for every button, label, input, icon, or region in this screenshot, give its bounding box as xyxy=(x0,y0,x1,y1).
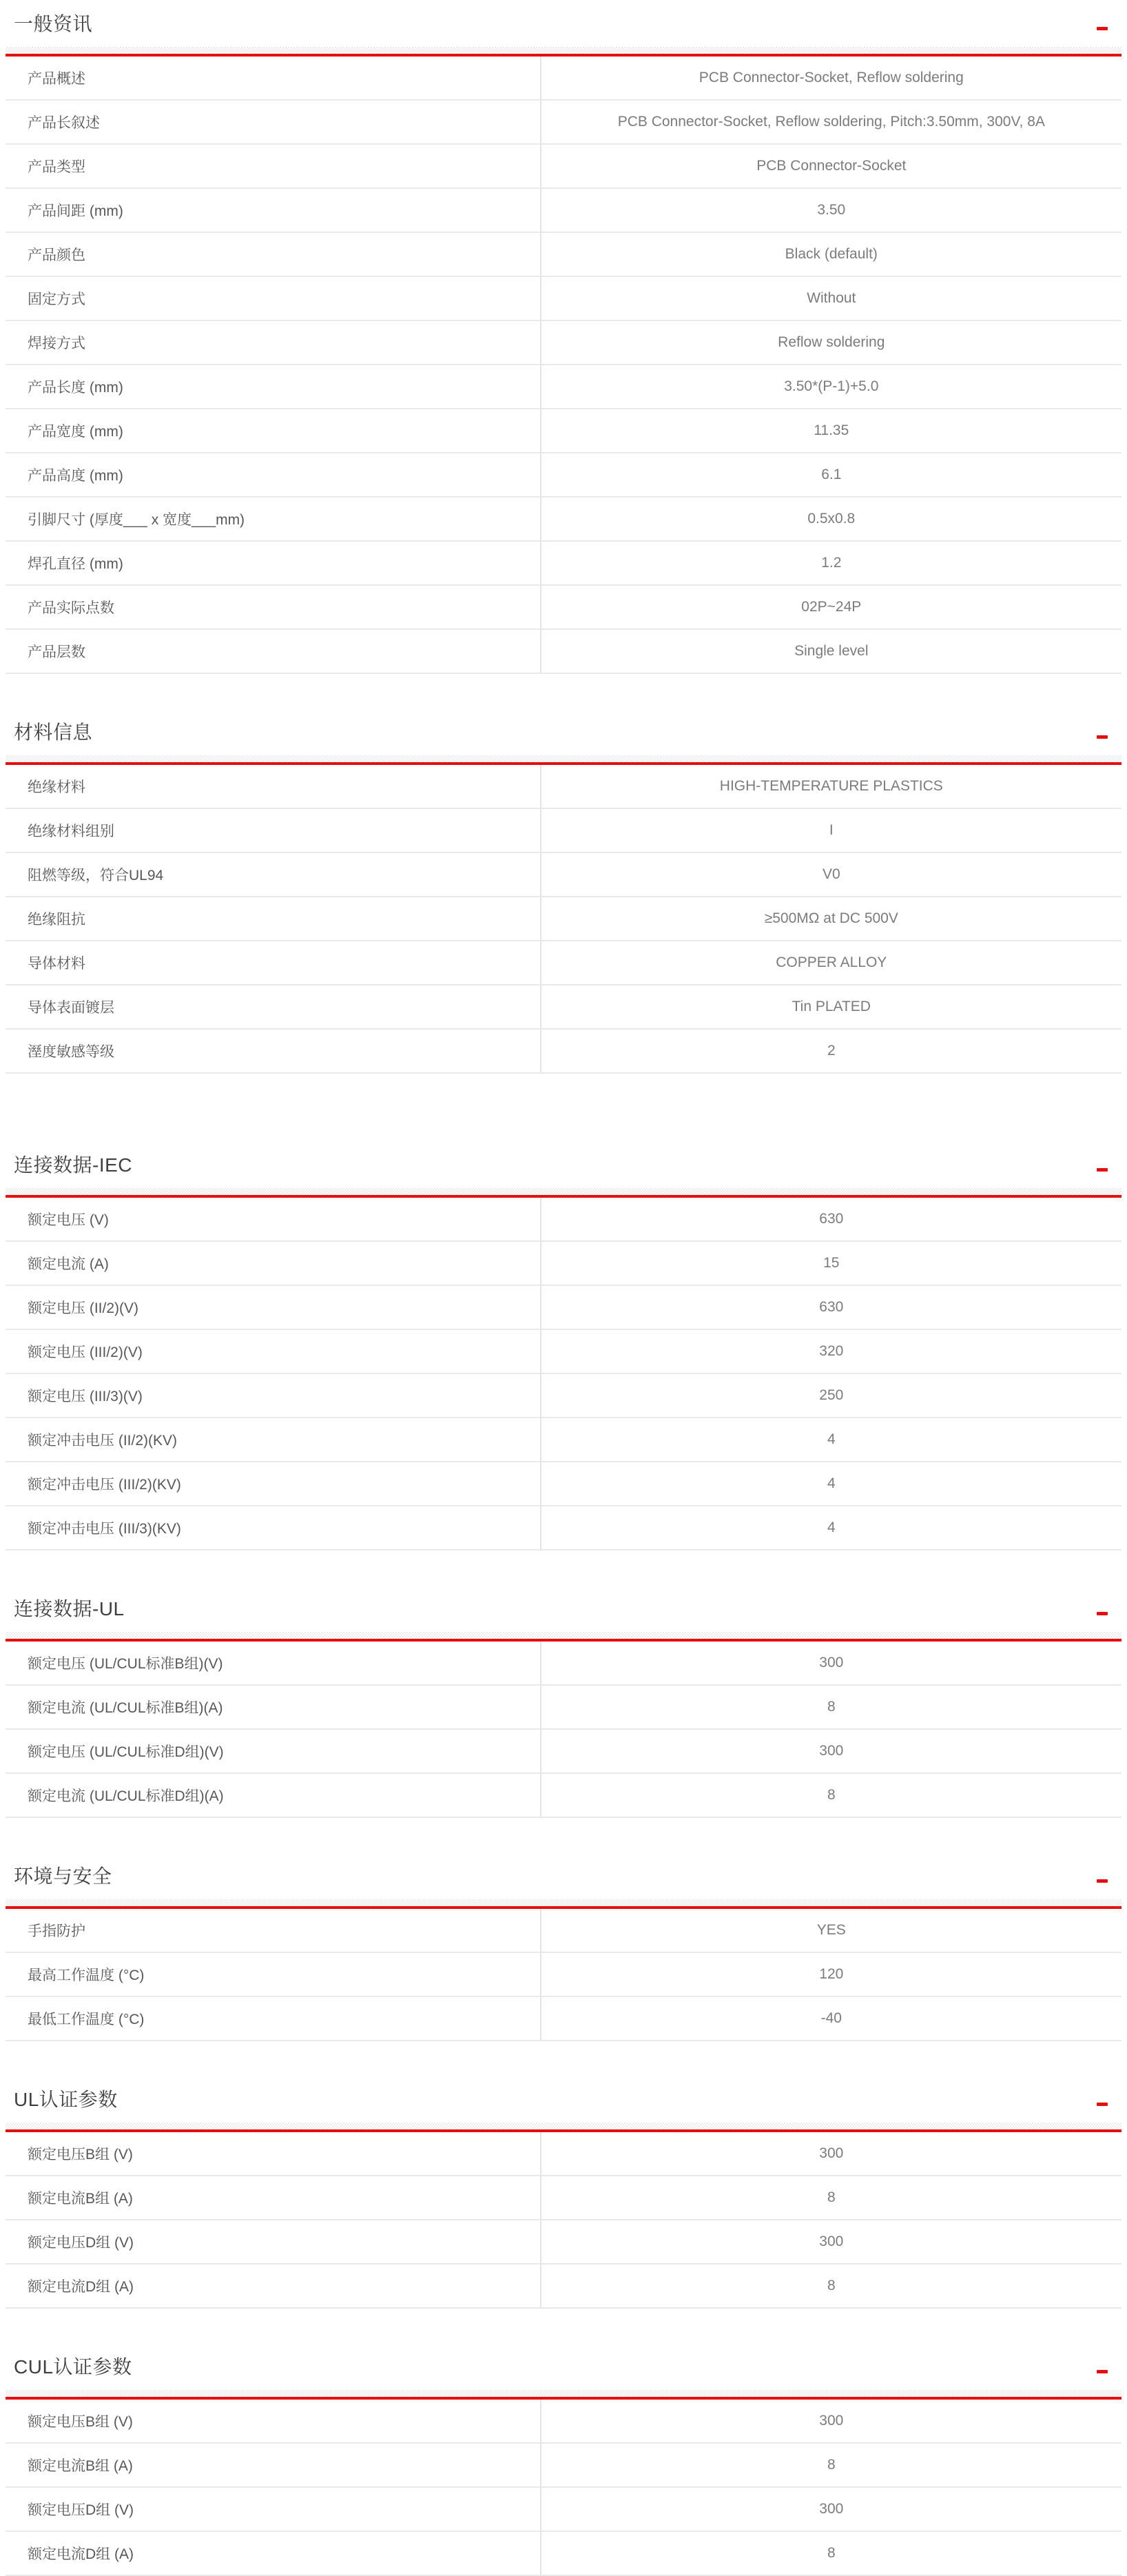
spec-table xyxy=(6,1198,1121,1551)
section-header xyxy=(6,718,1121,747)
collapse-minus-icon[interactable] xyxy=(1097,27,1108,30)
spec-label: 焊接方式 xyxy=(6,321,541,364)
dotted-texture-band xyxy=(6,1632,1121,1639)
spec-row xyxy=(6,1030,1121,1074)
section-ul-cert-params xyxy=(6,2085,1121,2309)
spec-row xyxy=(6,1374,1121,1418)
spec-label: 产品概述 xyxy=(6,57,541,99)
spec-label: 产品层数 xyxy=(6,630,541,673)
spec-row xyxy=(6,2532,1121,2576)
spec-label: 额定电压 (II/2)(V) xyxy=(6,1286,541,1329)
section-title: 连接数据-UL xyxy=(14,1598,125,1619)
spec-value: 300 xyxy=(819,1743,844,1759)
spec-label: 导体材料 xyxy=(6,941,541,984)
spec-value: 8 xyxy=(827,1699,836,1715)
spec-label: 绝缘材料组别 xyxy=(6,809,541,852)
section-header-rule xyxy=(6,755,1121,765)
spec-label: 额定电压 (III/2)(V) xyxy=(6,1330,541,1373)
spec-row xyxy=(6,101,1121,145)
spec-row xyxy=(6,1774,1121,1818)
spec-row xyxy=(6,365,1121,409)
spec-row xyxy=(6,145,1121,189)
spec-value: Single level xyxy=(794,643,869,659)
spec-value: Reflow soldering xyxy=(778,334,885,350)
spec-table xyxy=(6,2400,1121,2576)
spec-row xyxy=(6,189,1121,233)
spec-row xyxy=(6,1198,1121,1242)
spec-value: Without xyxy=(807,290,856,306)
spec-value: 3.50 xyxy=(817,202,846,218)
collapse-minus-icon[interactable] xyxy=(1097,1612,1108,1615)
spec-row xyxy=(6,1506,1121,1551)
spec-row xyxy=(6,1242,1121,1286)
spec-row xyxy=(6,586,1121,630)
collapse-minus-icon[interactable] xyxy=(1097,1168,1108,1172)
spec-table xyxy=(6,1909,1121,2041)
spec-value: 8 xyxy=(827,2545,836,2561)
spec-value: 300 xyxy=(819,2501,844,2517)
spec-value: PCB Connector-Socket, Reflow soldering xyxy=(699,70,964,85)
spec-value: 120 xyxy=(819,1966,844,1982)
spec-value: 3.50*(P-1)+5.0 xyxy=(784,378,879,394)
spec-value: 250 xyxy=(819,1387,844,1403)
spec-row xyxy=(6,985,1121,1030)
spec-row xyxy=(6,2265,1121,2309)
collapse-minus-icon[interactable] xyxy=(1097,735,1108,739)
spec-label: 绝缘阻抗 xyxy=(6,897,541,940)
section-connection-data-ul xyxy=(6,1595,1121,1818)
spec-label: 额定电流 (UL/CUL标准B组)(A) xyxy=(6,1686,541,1728)
spec-row xyxy=(6,57,1121,101)
spec-value: 4 xyxy=(827,1520,836,1535)
spec-row xyxy=(6,809,1121,853)
spec-value: ≥500MΩ at DC 500V xyxy=(764,910,898,926)
spec-row xyxy=(6,1418,1121,1462)
spec-row xyxy=(6,1462,1121,1506)
spec-label: 额定电流D组 (A) xyxy=(6,2532,541,2575)
spec-value: 300 xyxy=(819,1655,844,1670)
spec-value: 0.5x0.8 xyxy=(807,511,856,527)
spec-row xyxy=(6,941,1121,985)
section-header-rule xyxy=(6,1632,1121,1642)
spec-label: 焊孔直径 (mm) xyxy=(6,542,541,584)
spec-value: 630 xyxy=(819,1211,844,1227)
spec-label: 额定电压 (III/3)(V) xyxy=(6,1374,541,1417)
section-header-rule xyxy=(6,2123,1121,2132)
spec-value: 8 xyxy=(827,1787,836,1803)
spec-label: 额定电流B组 (A) xyxy=(6,2176,541,2219)
collapse-minus-icon[interactable] xyxy=(1097,2370,1108,2373)
spec-label: 额定冲击电压 (III/3)(KV) xyxy=(6,1506,541,1549)
spec-label: 产品高度 (mm) xyxy=(6,453,541,496)
section-header xyxy=(6,1151,1121,1180)
spec-label: 额定冲击电压 (II/2)(KV) xyxy=(6,1418,541,1461)
spec-label: 额定电压 (UL/CUL标准D组)(V) xyxy=(6,1730,541,1772)
spec-label: 产品实际点数 xyxy=(6,586,541,628)
section-title: 材料信息 xyxy=(14,722,93,743)
spec-row xyxy=(6,542,1121,586)
section-header-rule xyxy=(6,1188,1121,1198)
spec-value: V0 xyxy=(822,866,840,882)
spec-value: 320 xyxy=(819,1343,844,1359)
section-environment-safety xyxy=(6,1862,1121,2041)
section-header xyxy=(6,1862,1121,1891)
spec-value: I xyxy=(829,822,834,838)
spec-value: 8 xyxy=(827,2278,836,2293)
spec-label: 额定冲击电压 (III/2)(KV) xyxy=(6,1462,541,1505)
spec-label: 绝缘材料 xyxy=(6,765,541,808)
spec-value: 4 xyxy=(827,1431,836,1447)
spec-row xyxy=(6,277,1121,321)
spec-value: 8 xyxy=(827,2457,836,2473)
section-header xyxy=(6,10,1121,39)
section-header-rule xyxy=(6,1899,1121,1909)
spec-label: 额定电流D组 (A) xyxy=(6,2265,541,2307)
section-title: 环境与安全 xyxy=(14,1865,112,1887)
spec-row xyxy=(6,321,1121,365)
spec-row xyxy=(6,498,1121,542)
spec-value: 02P~24P xyxy=(801,599,862,615)
spec-table xyxy=(6,765,1121,1074)
spec-value: YES xyxy=(816,1922,846,1938)
spec-label: 最低工作温度 (°C) xyxy=(6,1997,541,2040)
spec-label: 额定电压B组 (V) xyxy=(6,2132,541,2175)
spec-label: 产品长度 (mm) xyxy=(6,365,541,408)
spec-value: 2 xyxy=(827,1043,836,1059)
spec-row xyxy=(6,1330,1121,1374)
section-header-rule xyxy=(6,2390,1121,2400)
section-general-info xyxy=(6,10,1121,674)
spec-row xyxy=(6,1286,1121,1330)
section-cul-cert-params xyxy=(6,2353,1121,2576)
spec-value: COPPER ALLOY xyxy=(776,954,887,970)
spec-value: -40 xyxy=(820,2010,842,2026)
spec-row xyxy=(6,2488,1121,2532)
spec-label: 产品间距 (mm) xyxy=(6,189,541,232)
section-title: UL认证参数 xyxy=(14,2089,118,2110)
spec-label: 额定电流 (A) xyxy=(6,1242,541,1285)
spec-label: 额定电压B组 (V) xyxy=(6,2400,541,2442)
spec-label: 额定电流 (UL/CUL标准D组)(A) xyxy=(6,1774,541,1817)
spec-row xyxy=(6,409,1121,453)
spec-value: 6.1 xyxy=(821,467,842,482)
spec-row xyxy=(6,853,1121,897)
spec-table xyxy=(6,2132,1121,2309)
spec-value: 300 xyxy=(819,2233,844,2249)
section-header xyxy=(6,2353,1121,2382)
dotted-texture-band xyxy=(6,1188,1121,1195)
spec-value: 11.35 xyxy=(814,422,849,438)
spec-row xyxy=(6,1730,1121,1774)
spec-value: 300 xyxy=(819,2145,844,2161)
dotted-texture-band xyxy=(6,47,1121,54)
spec-value: 300 xyxy=(819,2413,844,2429)
section-header-rule xyxy=(6,47,1121,57)
spec-label: 额定电流B组 (A) xyxy=(6,2444,541,2486)
spec-value: HIGH-TEMPERATURE PLASTICS xyxy=(719,778,943,794)
spec-value: Black (default) xyxy=(785,246,878,262)
spec-label: 产品颜色 xyxy=(6,233,541,276)
spec-label: 额定电压D组 (V) xyxy=(6,2488,541,2531)
spec-row xyxy=(6,2220,1121,2265)
collapse-minus-icon[interactable] xyxy=(1097,1879,1108,1883)
spec-value: Tin PLATED xyxy=(792,999,871,1014)
spec-label: 额定电压D组 (V) xyxy=(6,2220,541,2263)
spec-label: 引脚尺寸 (厚度___ x 宽度___mm) xyxy=(6,498,541,540)
spec-row xyxy=(6,1953,1121,1997)
spec-row xyxy=(6,2444,1121,2488)
spec-value: PCB Connector-Socket xyxy=(756,158,907,174)
section-title: 连接数据-IEC xyxy=(14,1154,133,1176)
dotted-texture-band xyxy=(6,1899,1121,1906)
section-material-info xyxy=(6,718,1121,1074)
spec-label: 额定电压 (UL/CUL标准B组)(V) xyxy=(6,1642,541,1684)
spec-label: 固定方式 xyxy=(6,277,541,320)
spec-label: 产品类型 xyxy=(6,145,541,187)
spec-row xyxy=(6,453,1121,498)
spec-value: 15 xyxy=(823,1255,840,1271)
spec-label: 产品长叙述 xyxy=(6,101,541,143)
section-title: 一般资讯 xyxy=(14,13,93,34)
dotted-texture-band xyxy=(6,755,1121,762)
spec-label: 最高工作温度 (°C) xyxy=(6,1953,541,1996)
spec-row xyxy=(6,1686,1121,1730)
spec-row xyxy=(6,2132,1121,2176)
spec-table xyxy=(6,1642,1121,1818)
spec-label: 溼度敏感等级 xyxy=(6,1030,541,1072)
section-connection-data-iec xyxy=(6,1151,1121,1551)
spec-value: PCB Connector-Socket, Reflow soldering, Pitch:3.50mm, 300V, 8A xyxy=(617,114,1045,130)
spec-value: 8 xyxy=(827,2189,836,2205)
spec-row xyxy=(6,1642,1121,1686)
spec-label: 产品宽度 (mm) xyxy=(6,409,541,452)
section-title: CUL认证参数 xyxy=(14,2356,132,2378)
spec-table xyxy=(6,57,1121,674)
section-header xyxy=(6,2085,1121,2114)
spec-row xyxy=(6,630,1121,674)
spec-page xyxy=(0,10,1127,2576)
spec-row xyxy=(6,2400,1121,2444)
spec-row xyxy=(6,1997,1121,2041)
collapse-minus-icon[interactable] xyxy=(1097,2103,1108,2106)
spec-row xyxy=(6,897,1121,941)
section-header xyxy=(6,1595,1121,1624)
spec-value: 4 xyxy=(827,1475,836,1491)
spec-label: 阻燃等级，符合UL94 xyxy=(6,853,541,896)
spec-label: 导体表面镀层 xyxy=(6,985,541,1028)
spec-label: 手指防护 xyxy=(6,1909,541,1952)
dotted-texture-band xyxy=(6,2390,1121,2397)
dotted-texture-band xyxy=(6,2123,1121,2129)
spec-value: 1.2 xyxy=(821,555,842,571)
spec-row xyxy=(6,1909,1121,1953)
spec-row xyxy=(6,765,1121,809)
spec-value: 630 xyxy=(819,1299,844,1315)
spec-label: 额定电压 (V) xyxy=(6,1198,541,1240)
spec-row xyxy=(6,233,1121,277)
spec-row xyxy=(6,2176,1121,2220)
